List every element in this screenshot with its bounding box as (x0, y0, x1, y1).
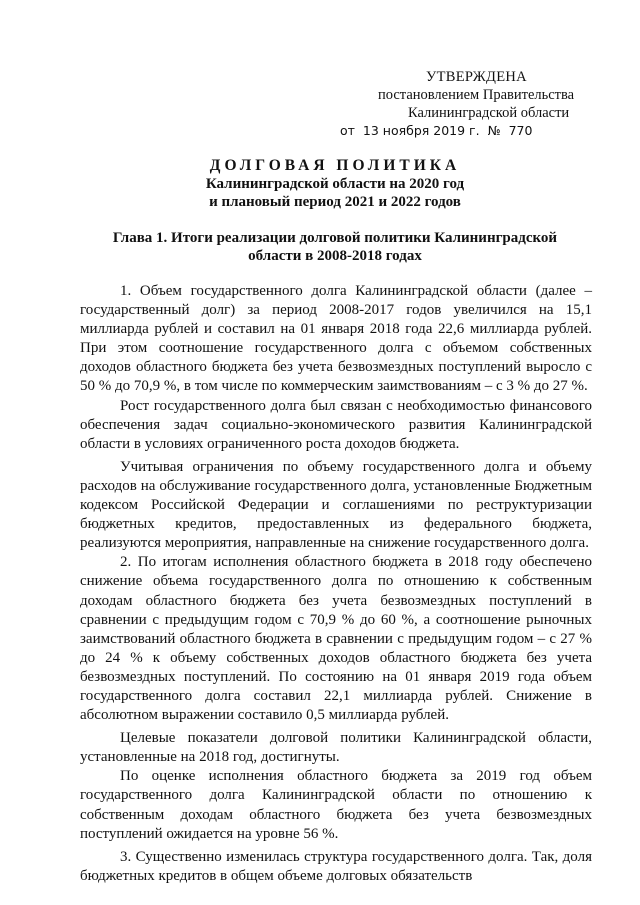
paragraph: Учитывая ограничения по объему государственного долга и объему расходов на обслуживание государственного долга, установленные Бюджетным кодексом Российской Федерации и соглашениями по реструктуризации бюджетных кредитов, предоставленных из федерального бюджета, реализуются мероприятия, направленные на снижение государственного долга. (80, 458, 592, 552)
approval-number: 770 (508, 123, 533, 138)
approval-date-prefix: от (340, 123, 355, 138)
paragraph: 1. Объем государственного долга Калининградской области (далее – государственный долг) за период 2008-2017 годов увеличился на 15,1 миллиарда рублей и составил на 01 января 2018 года 22,6 миллиарда рублей. При этом соотношение государственного долга с объемом собственных доходов областного бюджета без учета безвозмездных поступлений выросло с 50 % до 70,9 %, в том числе по коммерческим заимствованиям – с 3 % до 27 %. (80, 283, 592, 395)
title-subtitle-2: и плановый период 2021 и 2022 годов (209, 194, 461, 210)
approval-heading: УТВЕРЖДЕНА (426, 69, 527, 85)
approval-stamp (340, 68, 600, 140)
paragraph: Рост государственного долга был связан с необходимостью финансового обеспечения задач социально-экономического развития Калининградской области в условиях ограниченного роста доходов бюджета. (80, 397, 592, 452)
chapter-heading (70, 229, 600, 265)
approval-region: Калининградской области (408, 105, 570, 121)
approval-issuer: постановлением Правительства (378, 87, 575, 103)
chapter-heading-line-2: области в 2008-2018 годах (248, 248, 422, 264)
paragraph: 2. По итогам исполнения областного бюджета в 2018 году обеспечено снижение объема государственного долга по отношению к собственным доходам областного бюджета без учета безвозмездных поступлений в сравнении с предыдущим годом с 70,9 % до 60 %, а соотношение рыночных заимствований областного бюджета в сравнении с предыдущим годом – с 27 % до 24 % к объему собственных доходов областного бюджета без учета безвозмездных поступлений. По состоянию на 01 января 2019 года объем государственного долга составил 22,1 миллиарда рублей. Снижение в абсолютном выражении составило 0,5 миллиарда рублей. (80, 554, 592, 724)
approval-date-line (340, 122, 600, 140)
title-main: ДОЛГОВАЯ ПОЛИТИКА (209, 157, 461, 174)
document-body (80, 278, 592, 886)
chapter-heading-line-1: Глава 1. Итоги реализации долговой политики Калининградской (112, 230, 558, 246)
paragraph: По оценке исполнения областного бюджета за 2019 год объем государственного долга Калининградской области по отношению к собственным доходам областного бюджета без учета безвозмездных поступлений ожидается на уровне 56 %. (80, 768, 592, 842)
approval-number-sign: № (487, 123, 501, 138)
paragraph: Целевые показатели долговой политики Калининградской области, установленные на 2018 год, достигнуты. (80, 730, 592, 766)
title-subtitle-1: Калининградской области на 2020 год (205, 176, 465, 192)
paragraph: 3. Существенно изменилась структура государственного долга. Так, доля бюджетных кредитов в общем объеме долговых обязательств (80, 848, 592, 884)
approval-date: 13 ноября 2019 г. (362, 123, 480, 138)
document-title (70, 157, 600, 211)
